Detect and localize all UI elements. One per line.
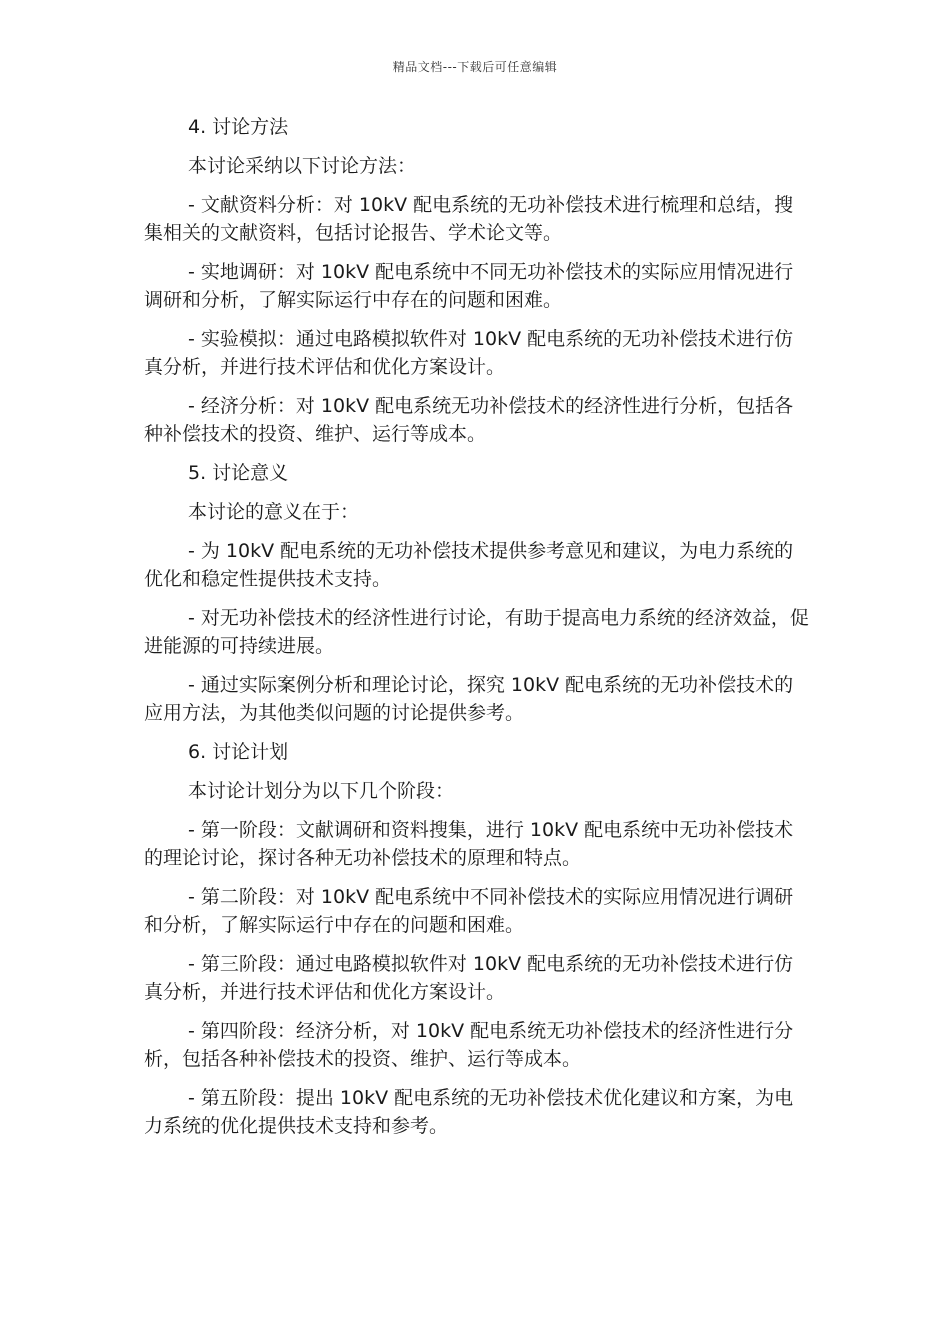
list-item: - 通过实际案例分析和理论讨论，探究 10kV 配电系统的无功补偿技术的应用方法，为其他类似问题的讨论提供参考。: [144, 674, 794, 724]
list-item: - 第四阶段：经济分析，对 10kV 配电系统无功补偿技术的经济性进行分析，包括各种补偿技术的投资、维护、运行等成本。: [144, 1020, 794, 1070]
list-item: - 实地调研：对 10kV 配电系统中不同无功补偿技术的实际应用情况进行调研和分析，了解实际运行中存在的问题和困难。: [144, 261, 794, 311]
section-heading-significance: 5. 讨论意义: [188, 462, 289, 484]
section-heading-methods: 4. 讨论方法: [188, 116, 289, 138]
list-item: - 第二阶段：对 10kV 配电系统中不同补偿技术的实际应用情况进行调研和分析，了解实际运行中存在的问题和困难。: [144, 886, 794, 936]
list-item: - 经济分析：对 10kV 配电系统无功补偿技术的经济性进行分析，包括各种补偿技术的投资、维护、运行等成本。: [144, 395, 794, 445]
list-item: - 实验模拟：通过电路模拟软件对 10kV 配电系统的无功补偿技术进行仿真分析，并进行技术评估和优化方案设计。: [144, 328, 794, 378]
list-item: - 文献资料分析：对 10kV 配电系统的无功补偿技术进行梳理和总结，搜集相关的文献资料，包括讨论报告、学术论文等。: [144, 194, 794, 244]
list-item: - 第三阶段：通过电路模拟软件对 10kV 配电系统的无功补偿技术进行仿真分析，并进行技术评估和优化方案设计。: [144, 953, 794, 1003]
list-item: - 第五阶段：提出 10kV 配电系统的无功补偿技术优化建议和方案，为电力系统的优化提供技术支持和参考。: [144, 1087, 794, 1137]
document-body: [144, 113, 812, 1151]
list-item: - 对无功补偿技术的经济性进行讨论，有助于提高电力系统的经济效益，促进能源的可持续进展。: [144, 607, 809, 657]
paragraph: 本讨论采纳以下讨论方法：: [188, 155, 417, 177]
page-header: 精品文档---下载后可任意编辑: [392, 60, 558, 74]
list-item: - 第一阶段：文献调研和资料搜集，进行 10kV 配电系统中无功补偿技术的理论讨论，探讨各种无功补偿技术的原理和特点。: [144, 819, 794, 869]
section-heading-plan: 6. 讨论计划: [188, 741, 289, 763]
list-item: - 为 10kV 配电系统的无功补偿技术提供参考意见和建议，为电力系统的优化和稳定性提供技术支持。: [144, 540, 794, 590]
paragraph: 本讨论计划分为以下几个阶段：: [188, 780, 455, 802]
paragraph: 本讨论的意义在于：: [188, 501, 360, 523]
